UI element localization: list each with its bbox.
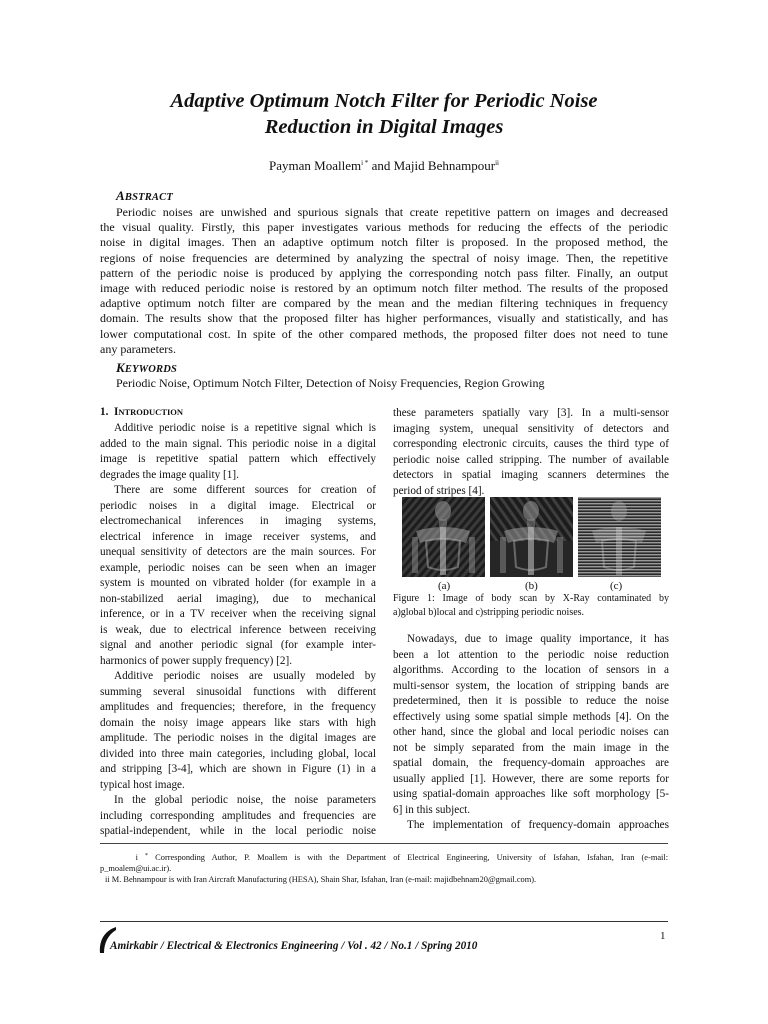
paragraph-line: divided into three main categories, including global, local — [100, 747, 376, 760]
figure-label-c: (c) — [610, 580, 623, 592]
caption-line: Figure 1: Image of body scan by X-Ray contaminated by — [393, 593, 669, 604]
paragraph-line: non-stabilized aerial imaging), due to mechanical — [100, 592, 376, 605]
paragraph-line: periodic noise called stripping. The number of available — [393, 453, 669, 466]
paragraph-line: summing several sinusoidal functions with different — [100, 685, 376, 698]
abstract-line: domain. The results show that the proposed filter has higher performances, visually and statistically, and has — [100, 311, 668, 326]
author-and: and — [368, 158, 394, 173]
author-1: Payman Moallem — [269, 158, 362, 173]
abstract-line: regions of noise frequencies are determined by analyzing the spectral of noisy image. Then, the repetitive — [100, 250, 668, 265]
paragraph-line: harmonics of power supply frequency) [2]. — [100, 654, 292, 667]
abstract-line: any parameters. — [100, 341, 176, 356]
paragraph-line: The implementation of frequency-domain approaches — [407, 819, 669, 831]
introduction-heading: 1. INTRODUCTION — [100, 406, 184, 418]
paragraph-line: detectors in spatial imaging scanners determines the — [393, 469, 669, 481]
abstract-line: image with reduced periodic noise is restored by an optimum notch filter method. The results of the proposed — [100, 281, 668, 296]
paragraph-line: periodic noises in a digital image. Electrical or — [100, 499, 376, 512]
paragraph-line: amplitude. The periodic noises in the digital images are — [100, 732, 376, 744]
keywords-heading: KEYWORDS — [116, 360, 178, 375]
title-line-1: Adaptive Optimum Notch Filter for Periodic Noise — [170, 90, 598, 112]
paragraph-line: system is mounted on vibrated holder (for example in a — [100, 577, 376, 589]
paragraph-line: usually applied [1]. However, there are some reports for — [393, 772, 669, 785]
left-column — [100, 421, 376, 840]
abstract-line: pattern of the periodic noise is produced by applying the corresponding notch pass filter. Finally, an output — [100, 265, 668, 280]
footnote-1-cont: p_moalem@ui.ac.ir). — [100, 864, 172, 873]
footer-rule — [100, 921, 668, 922]
figure-1 — [402, 497, 662, 581]
abstract-heading: ABSTRACT — [116, 188, 173, 203]
paragraph-line: In the global periodic noise, the noise parameters — [114, 794, 376, 806]
footnote-1: i * Corresponding Author, P. Moallem is with the Department of Electrical Engineering, University of Isfahan, Isfahan, Iran (e-mail: — [135, 853, 669, 862]
paragraph-line: 6] in this subject. — [393, 803, 471, 816]
paragraph-line: Additive periodic noise is a repetitive signal which is — [114, 422, 376, 434]
figure-image-c — [578, 497, 661, 577]
caption-line: a)global b)local and c)stripping periodic noises. — [393, 606, 585, 618]
author-2-mark: ii — [495, 159, 499, 167]
paragraph-line: spatial-independent, while in the local periodic noise — [100, 825, 376, 837]
footnote-rule — [100, 843, 668, 844]
abstract-line: noise in digital images. Then an adaptive optimum notch filter is proposed. In the proposed method, the — [100, 235, 668, 250]
right-column-bottom — [393, 632, 669, 834]
title-line-2: Reduction in Digital Images — [264, 116, 504, 138]
keywords-text: Periodic Noise, Optimum Notch Filter, Detection of Noisy Frequencies, Region Growing — [116, 376, 545, 390]
journal-footer: Amirkabir / Electrical & Electronics Engineering / Vol . 42 / No.1 / Spring 2010 — [110, 940, 478, 952]
paragraph-line: electrical inference in image receiver systems, and — [100, 530, 376, 543]
figure-image-b — [490, 497, 573, 577]
figure-caption — [393, 592, 669, 619]
abstract-body — [100, 205, 668, 357]
paragraph-line: been a lot attention to the periodic noise reduction — [393, 648, 669, 661]
paragraph-line: There are some different sources for creation of — [114, 484, 376, 496]
paragraph-line: example, periodic noises can be seen when an imager — [100, 561, 376, 574]
figure-label-b: (b) — [525, 580, 538, 592]
paragraph-line: imaging system, unequal sensitivity of detectors and — [393, 422, 669, 435]
paragraph-line: corresponding electronic circuits, causes the third type of — [393, 438, 669, 450]
paragraph-line: other hand, since the global and local periodic noises can — [393, 726, 669, 738]
abstract-line: adaptive optimum notch filter are compared by the mean and the median filtering techniques in frequency — [100, 296, 668, 311]
paper-title — [60, 88, 708, 140]
paragraph-line: is weak, due to electrical inference between receiving — [100, 623, 376, 636]
right-column-top — [393, 406, 669, 499]
abstract-line: the visual quality. Firstly, this paper investigates various methods for reducing the effects of the periodic — [100, 220, 668, 235]
paragraph-line: period of stripes [4]. — [393, 484, 485, 497]
abstract-line: Periodic noises are unwished and spurious signals that create repetitive pattern on images and decreased — [116, 205, 668, 219]
author-1-mark: i * — [361, 159, 369, 167]
footnotes — [100, 851, 668, 885]
abstract-line: lower computational cost. In spite of the other compared methods, the proposed filter does not need to tune — [100, 326, 668, 341]
paragraph-line: added to the main signal. This periodic noise in a digital — [100, 437, 376, 450]
paragraph-line: algorithms. According to the location of sensors in a — [393, 664, 669, 676]
paragraph-line: spatial domain, the frequency-domain approaches are — [393, 757, 669, 769]
authors — [0, 158, 768, 174]
paragraph-line: effectively using some spatial simple methods [4]. On the — [393, 710, 669, 723]
paragraph-line: these parameters spatially vary [3]. In a multi-sensor — [393, 407, 669, 419]
paragraph-line: signal and another periodic signal (for example inter- — [100, 639, 376, 651]
paragraph-line: degrades the image quality [1]. — [100, 468, 239, 481]
paragraph-line: using spatial-domain approaches like soft morphology [5- — [393, 788, 669, 800]
author-2: Majid Behnampour — [393, 158, 496, 173]
page-number: 1 — [660, 930, 666, 942]
paragraph-line: Additive periodic noises are usually modeled by — [114, 670, 376, 682]
footnote-2: ii M. Behnampour is with Iran Aircraft Manufacturing (HESA), Shain Shar, Isfahan, Iran (e-mail: majidbehnam20@gmail.com). — [105, 875, 537, 884]
paragraph-line: and stripping [3-4], which are shown in Figure (1) in a — [100, 763, 376, 775]
paragraph-line: inference, or in a TV receiver when the receiving signal — [100, 608, 376, 620]
figure-label-a: (a) — [438, 580, 451, 592]
paragraph-line: predetermined, then it is possible to reduce the noise — [393, 695, 669, 707]
paragraph-line: unequal sensitivity of detectors are the main sources. For — [100, 546, 376, 558]
paragraph-line: image is repetitive spatial pattern which effectively — [100, 453, 376, 465]
paragraph-line: domain the noisy image appears like stars with high — [100, 716, 376, 729]
paragraph-line: typical host image. — [100, 778, 185, 791]
paragraph-line: including corresponding amplitudes and frequencies are — [100, 809, 376, 822]
paragraph-line: not be simply separated from the main image in the — [393, 741, 669, 754]
paragraph-line: amplitudes and frequencies; therefore, in the frequency — [100, 701, 376, 713]
figure-image-a — [402, 497, 485, 577]
paragraph-line: Nowadays, due to image quality importance, it has — [407, 633, 669, 645]
paragraph-line: multi-sensor system, the location of stripping bands are — [393, 679, 669, 692]
paragraph-line: electromechanical inferences in imaging systems, — [100, 515, 376, 527]
